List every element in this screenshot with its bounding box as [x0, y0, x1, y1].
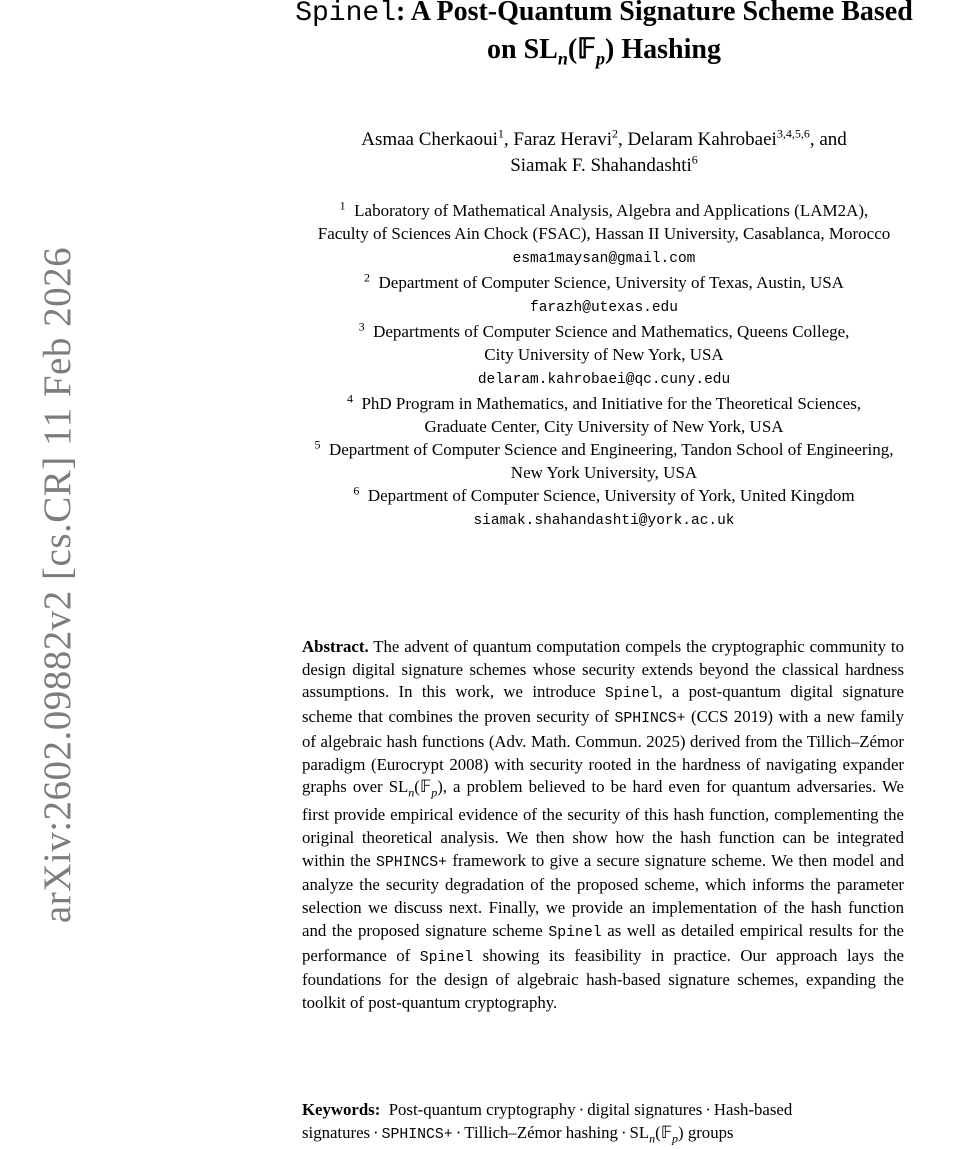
- email-link[interactable]: delaram.kahrobaei@qc.cuny.edu: [477, 372, 731, 388]
- keywords-label: Keywords:: [302, 1100, 381, 1119]
- author-name: Siamak F. Shahandashti: [510, 155, 692, 176]
- affiliation-4: $^4$ PhD Program in Mathematics, and Initiative for the Theoretical Sciences, Graduate Center, City University of New York, USA: [346, 391, 862, 436]
- author-name: Faraz Heravi: [513, 129, 613, 150]
- abstract: Abstract. The advent of quantum computation compels the cryptographic community to design digital signature schemes whose security extends beyond the classical hardness assumptions. In this work, we introduce Spinel, a post-quantum digital signature scheme that combines the proven security of SPHINCS+ (CCS 2019) with a new family of algebraic hash functions (Adv. Math. Commun. 2025) derived from the Tillich–Zémor paradigm (Eurocrypt 2008) with security rooted in the hardness of navigating expander graphs over $SL_n(𝔽_p)$, a problem believed to be hard even for quantum adversaries. We first provide empirical evidence of the security of this hash function, complementing the original theoretical analysis. We then show how the hash function can be integrated within the SPHINCS+ framework to give a secure signature scheme. We then model and analyze the security degradation of the proposed scheme, which informs the parameter selection we discuss next. Finally, we provide an implementation of the hash function and the proposed signature scheme Spinel as well as detailed empirical results for the performance of Spinel showing its feasibility in practice. Our approach lays the foundations for the design of algebraic hash-based signature schemes, expanding the toolkit of post-quantum cryptography.: [302, 637, 905, 1012]
- title-scheme-name: Spinel: [295, 0, 397, 29]
- affiliation-6: $^6$ Department of Computer Science, University of York, United Kingdom siamak.shahandashti@york.ac.uk: [353, 483, 855, 529]
- affiliation-5: $^5$ Department of Computer Science and Engineering, Tandon School of Engineering, New York University, USA: [314, 437, 894, 482]
- author-name: Delaram Kahrobaei: [627, 129, 777, 150]
- affiliation-3: $^3$ Departments of Computer Science and Mathematics, Queens College, City University of New York, USA delaram.kahrobaei@qc.cuny.edu: [358, 319, 850, 388]
- email-link[interactable]: farazh@utexas.edu: [530, 300, 678, 316]
- affiliation-2: $^2$ Department of Computer Science, University of Texas, Austin, USA farazh@utexas.edu: [364, 270, 844, 316]
- email-link[interactable]: siamak.shahandashti@york.ac.uk: [473, 513, 735, 529]
- author-name: Asmaa Cherkaoui: [361, 129, 498, 150]
- affiliation-1: $^1$ Laboratory of Mathematical Analysis, Algebra and Applications (LAM2A), Faculty of Sciences Ain Chock (FSAC), Hassan II University, Casablanca, Morocco esma1maysan@gmail.com: [317, 198, 891, 267]
- keywords: Keywords: Post-quantum cryptography · digital signatures · Hash-based signatures · SPHINCS+ · Tillich–Zémor hashing · $SL_n(𝔽_p)$ groups: [302, 1100, 793, 1146]
- email-link[interactable]: esma1maysan@gmail.com: [512, 251, 696, 267]
- arxiv-identifier: arXiv:2602.09882v2 [cs.CR] 11 Feb 2026: [36, 246, 79, 924]
- abstract-label: Abstract.: [302, 637, 369, 656]
- author-list: Asmaa Cherkaoui$^1$, Faraz Heravi$^2$, Delaram Kahrobaei$^{3,4,5,6}$, and Siamak F. Shahandashti$^6$: [361, 126, 847, 176]
- paper-title: Spinel: A Post-Quantum Signature Scheme Based on $SL_n(𝔽_p)$ Hashing: [295, 0, 913, 69]
- affiliation-list: [240, 199, 963, 533]
- arxiv-sidebar: [0, 0, 79, 1145]
